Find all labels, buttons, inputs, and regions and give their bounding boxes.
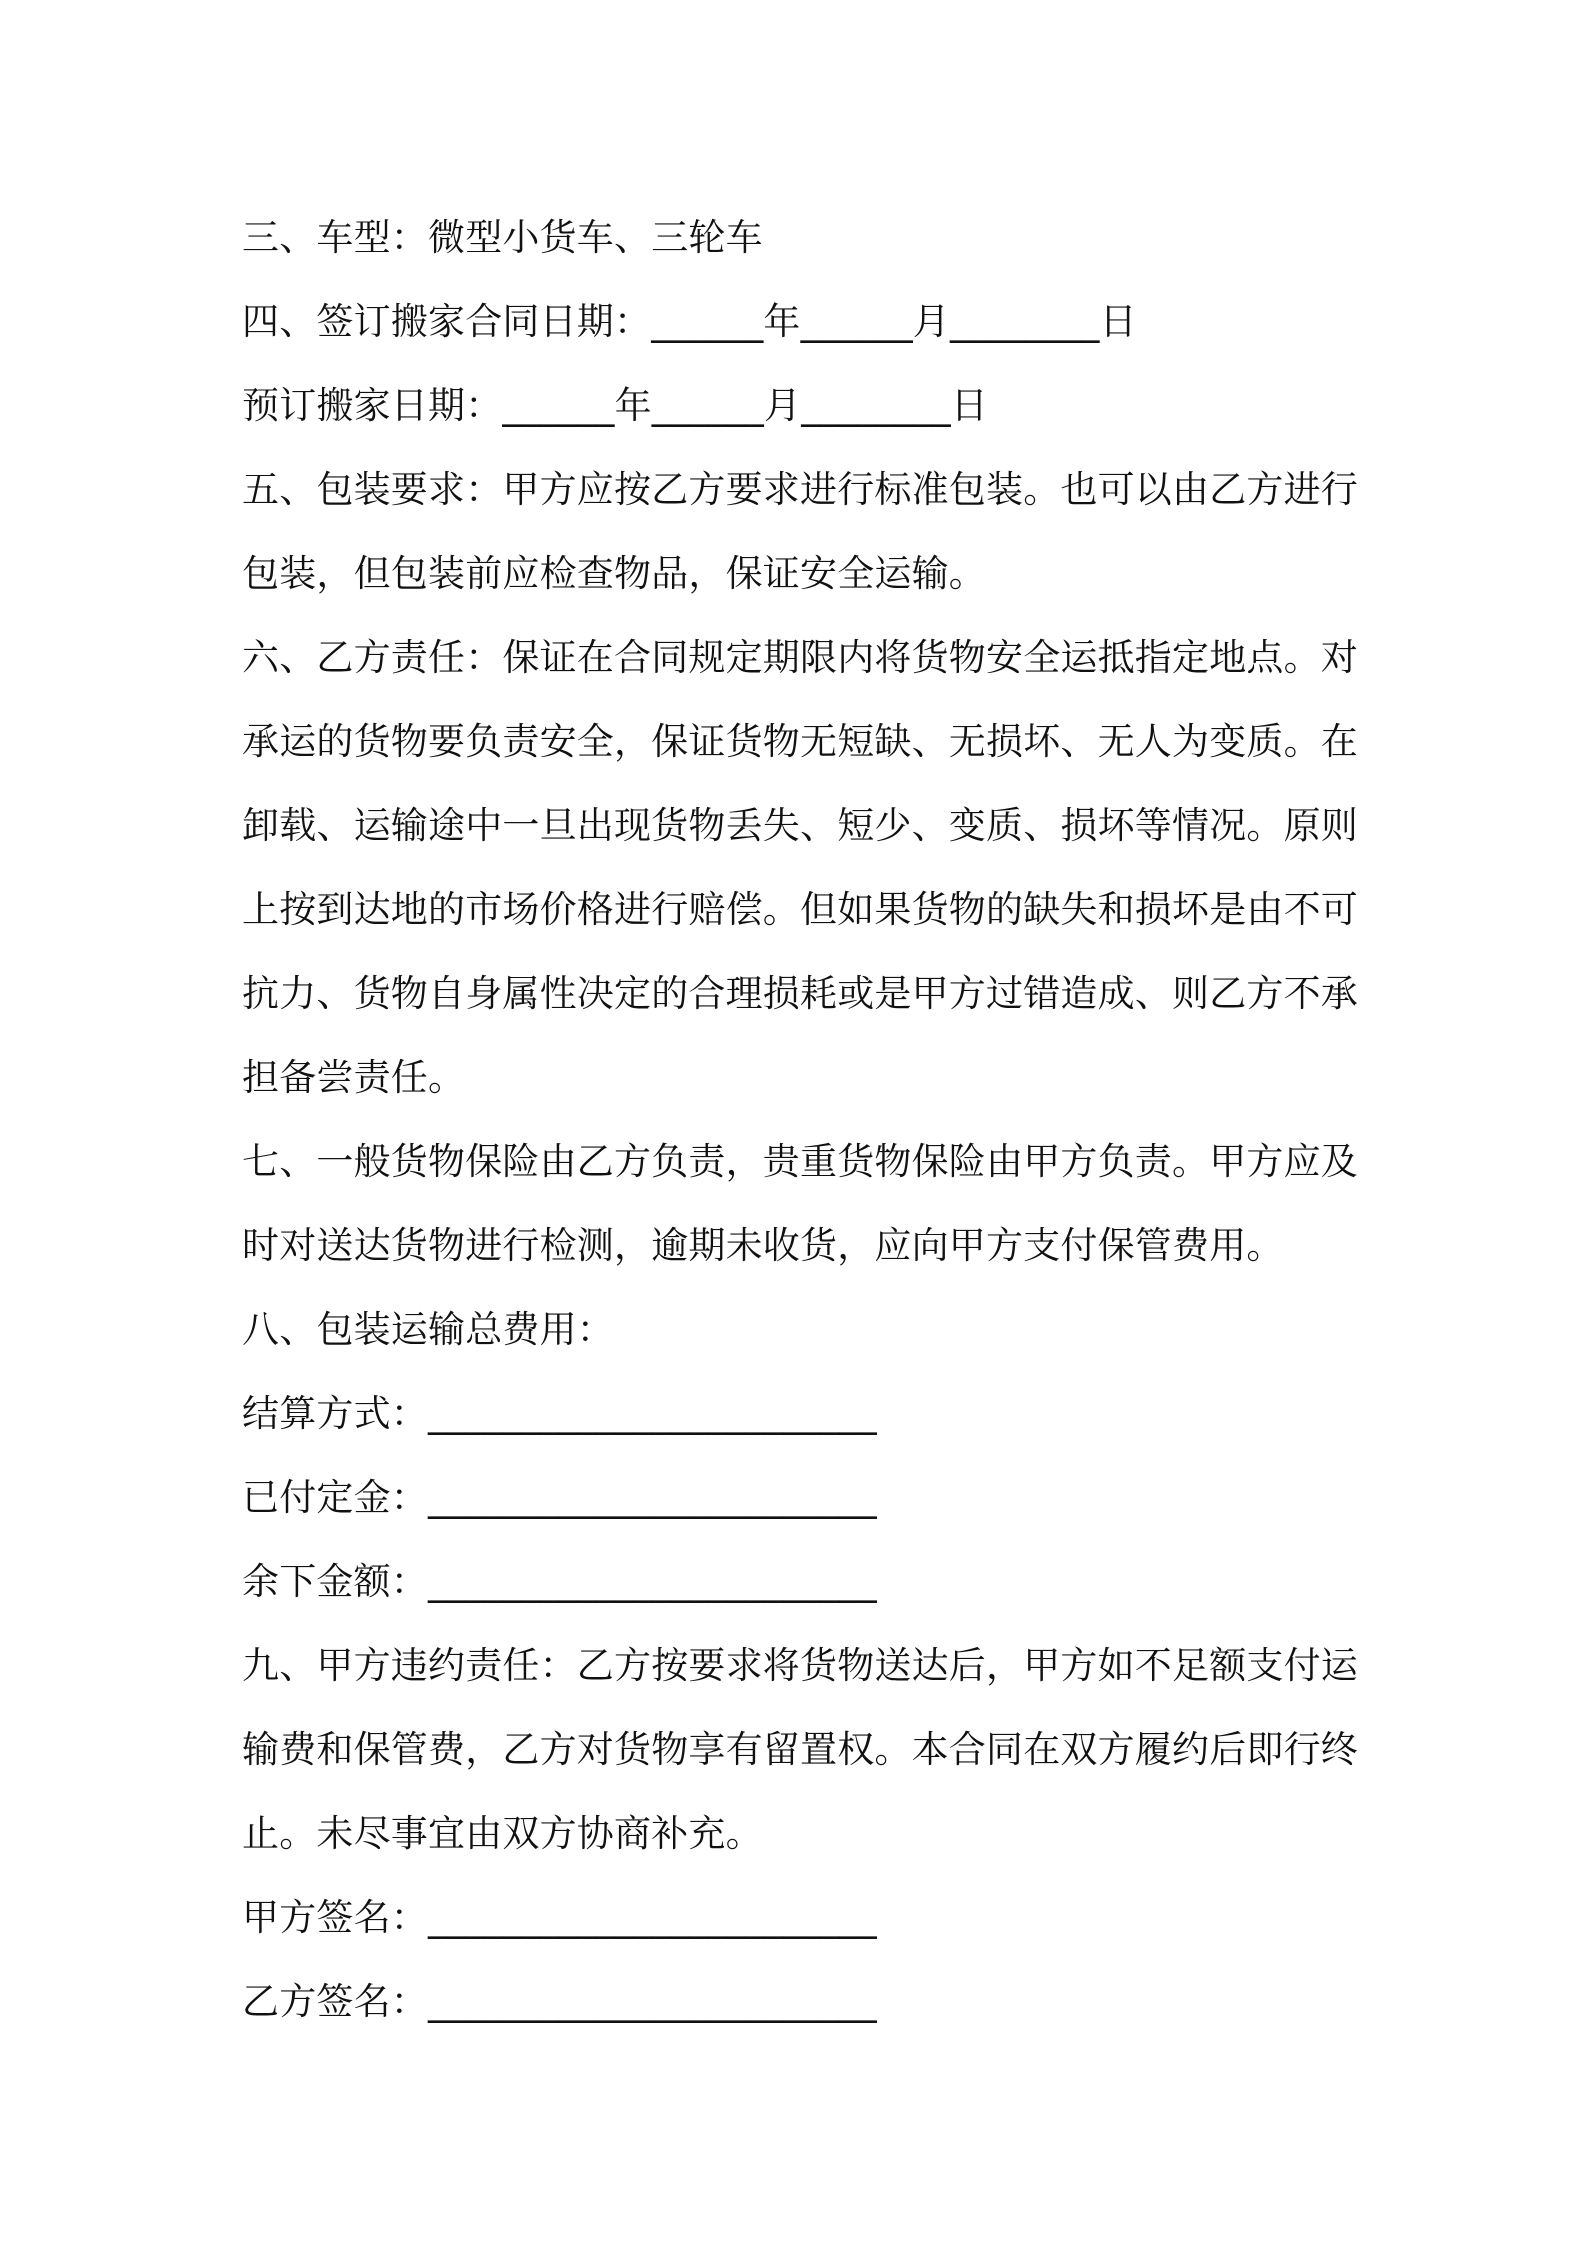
- clause-6-responsibility-line-3: 卸载、运输途中一旦出现货物丢失、短少、变质、损坏等情况。原则: [242, 804, 1358, 847]
- deposit-paid-field: 已付定金：________________________: [242, 1476, 877, 1519]
- clause-7-insurance-line-2: 时对送达货物进行检测，逾期未收货，应向甲方支付保管费用。: [242, 1224, 1284, 1267]
- clause-6-responsibility-line-1: 六、乙方责任：保证在合同规定期限内将货物安全运抵指定地点。对: [242, 636, 1358, 679]
- moving-date: 预订搬家日期：______年______月________日: [242, 384, 988, 427]
- clause-9-breach-line-2: 输费和保管费，乙方对货物享有留置权。本合同在双方履约后即行终: [242, 1728, 1358, 1771]
- clause-7-insurance-line-1: 七、一般货物保险由乙方负责，贵重货物保险由甲方负责。甲方应及: [242, 1140, 1358, 1183]
- remaining-amount-field: 余下金额：________________________: [242, 1560, 877, 1603]
- party-a-signature-field: 甲方签名：________________________: [242, 1896, 877, 1939]
- clause-9-breach-line-1: 九、甲方违约责任：乙方按要求将货物送达后，甲方如不足额支付运: [242, 1644, 1358, 1687]
- clause-8-total-fee: 八、包装运输总费用：: [242, 1308, 614, 1351]
- contract-body: [242, 196, 1362, 2044]
- clause-9-breach-line-3: 止。未尽事宜由双方协商补充。: [242, 1812, 763, 1855]
- party-b-signature-field: 乙方签名：________________________: [242, 1980, 877, 2023]
- clause-6-responsibility-line-4: 上按到达地的市场价格进行赔偿。但如果货物的缺失和损坏是由不可: [242, 888, 1358, 931]
- clause-3-vehicle-type: 三、车型：微型小货车、三轮车: [242, 216, 763, 259]
- clause-6-responsibility-line-2: 承运的货物要负责安全，保证货物无短缺、无损坏、无人为变质。在: [242, 720, 1358, 763]
- clause-6-responsibility-line-5: 抗力、货物自身属性决定的合理损耗或是甲方过错造成、则乙方不承: [242, 972, 1358, 1015]
- clause-4-contract-date: 四、签订搬家合同日期：______年______月________日: [242, 300, 1137, 343]
- clause-6-responsibility-line-6: 担备尝责任。: [242, 1056, 466, 1099]
- clause-5-packing-line-2: 包装，但包装前应检查物品，保证安全运输。: [242, 552, 986, 595]
- settlement-method-field: 结算方式：________________________: [242, 1392, 877, 1435]
- clause-5-packing-line-1: 五、包装要求：甲方应按乙方要求进行标准包装。也可以由乙方进行: [242, 468, 1358, 511]
